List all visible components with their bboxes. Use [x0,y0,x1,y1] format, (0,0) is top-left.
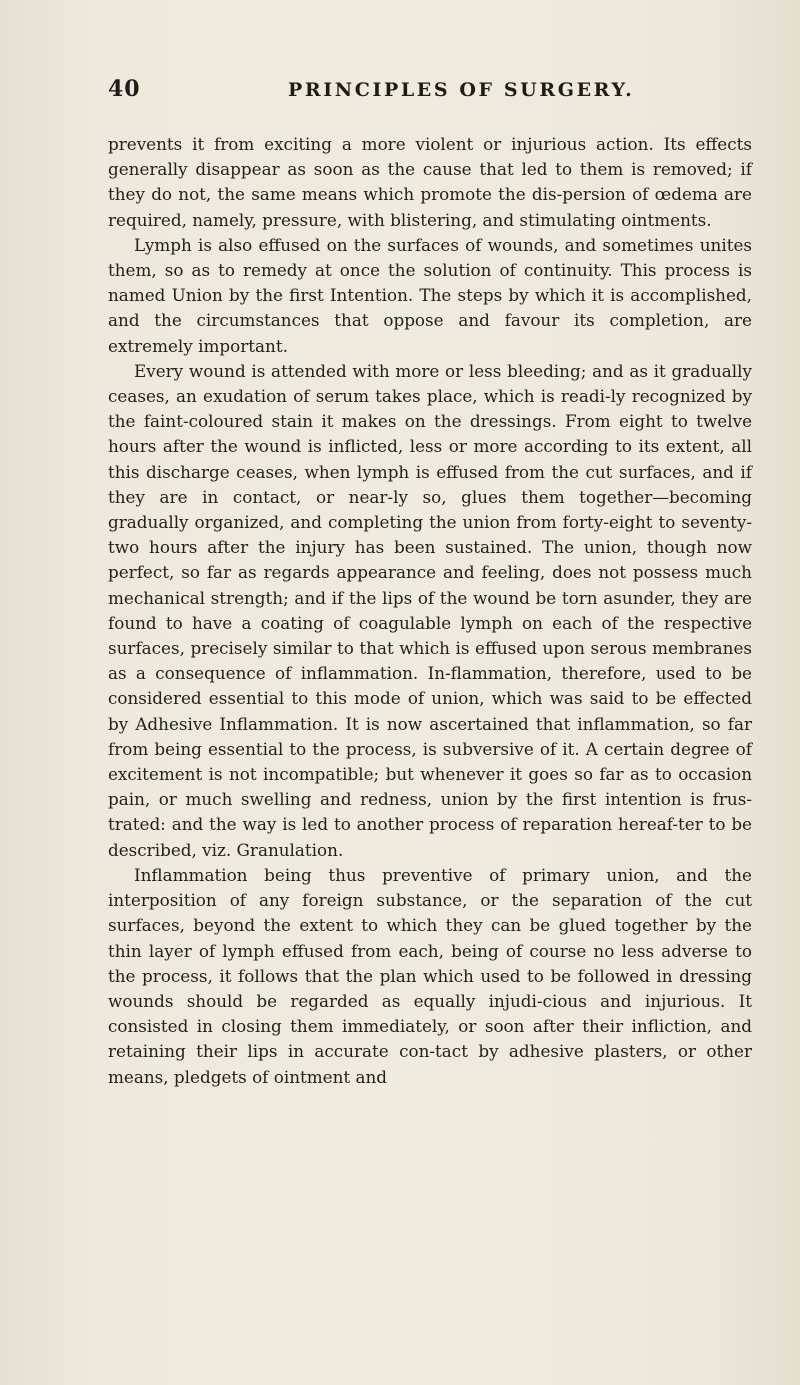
paragraph-lymph-union: Lymph is also effused on the surfaces of wounds, and sometimes unites them, so as to remedy at once the solution of continuity. This process is named Union by the first Intention. The steps by which it is accomplished, and the circumstances that oppose and favour its completion, are extremely important. [108,234,752,356]
paragraph-inflammation: Inflammation being thus preventive of primary union, and the interposition of any foreign substance, or the separation of the cut surfaces, beyond the extent to which they can be glued together by the thin layer of lymph effused from each, being of course no less adverse to the process, it follows that the plan which used to be followed in dressing wounds should be regarded as equally injudi-cious and injurious. It consisted in closing them immediately, or soon after their infliction, and retaining their lips in accurate con-tact by adhesive plasters, or other means, pledgets of ointment and [108,864,752,1087]
paragraph-continuation: prevents it from exciting a more violent or injurious action. Its effects generally disappear as soon as the cause that led to them is removed; if they do not, the same means which promote the dis-persion of œdema are required, namely, pressure, with blistering, and stimulating ointments. [108,134,752,230]
body-text [108,132,752,1090]
page-number: 40 [108,76,141,102]
paragraph-wound-bleeding: Every wound is attended with more or less bleeding; and as it gradually ceases, an exudation of serum takes place, which is readi-ly recognized by the faint-coloured stain it makes on the dressings. From eight to twelve hours after the wound is inflicted, less or more according to its extent, all this discharge ceases, when lymph is effused from the cut surfaces, and if they are in contact, or near-ly so, glues them together—becoming gradually organized, and completing the union from forty-eight to seventy-two hours after the injury has been sustained. The union, though now perfect, so far as regards appearance and feeling, does not possess much mechanical strength; and if the lips of the wound be torn asunder, they are found to have a coating of coagulable lymph on each of the respective surfaces, precisely similar to that which is effused upon serous membranes as a consequence of inflammation. In-flammation, therefore, used to be considered essential to this mode of union, which was said to be effected by Adhesive Inflammation. It is now ascertained that inflammation, so far from being essential to the process, is subversive of it. A certain degree of excitement is not incompatible; but whenever it goes so far as to occasion pain, or much swelling and redness, union by the first intention is frus-trated: and the way is led to another process of reparation hereaf-ter to be described, viz. Granulation. [108,360,752,860]
running-head: PRINCIPLES OF SURGERY. [288,79,635,101]
page-header [108,76,748,110]
